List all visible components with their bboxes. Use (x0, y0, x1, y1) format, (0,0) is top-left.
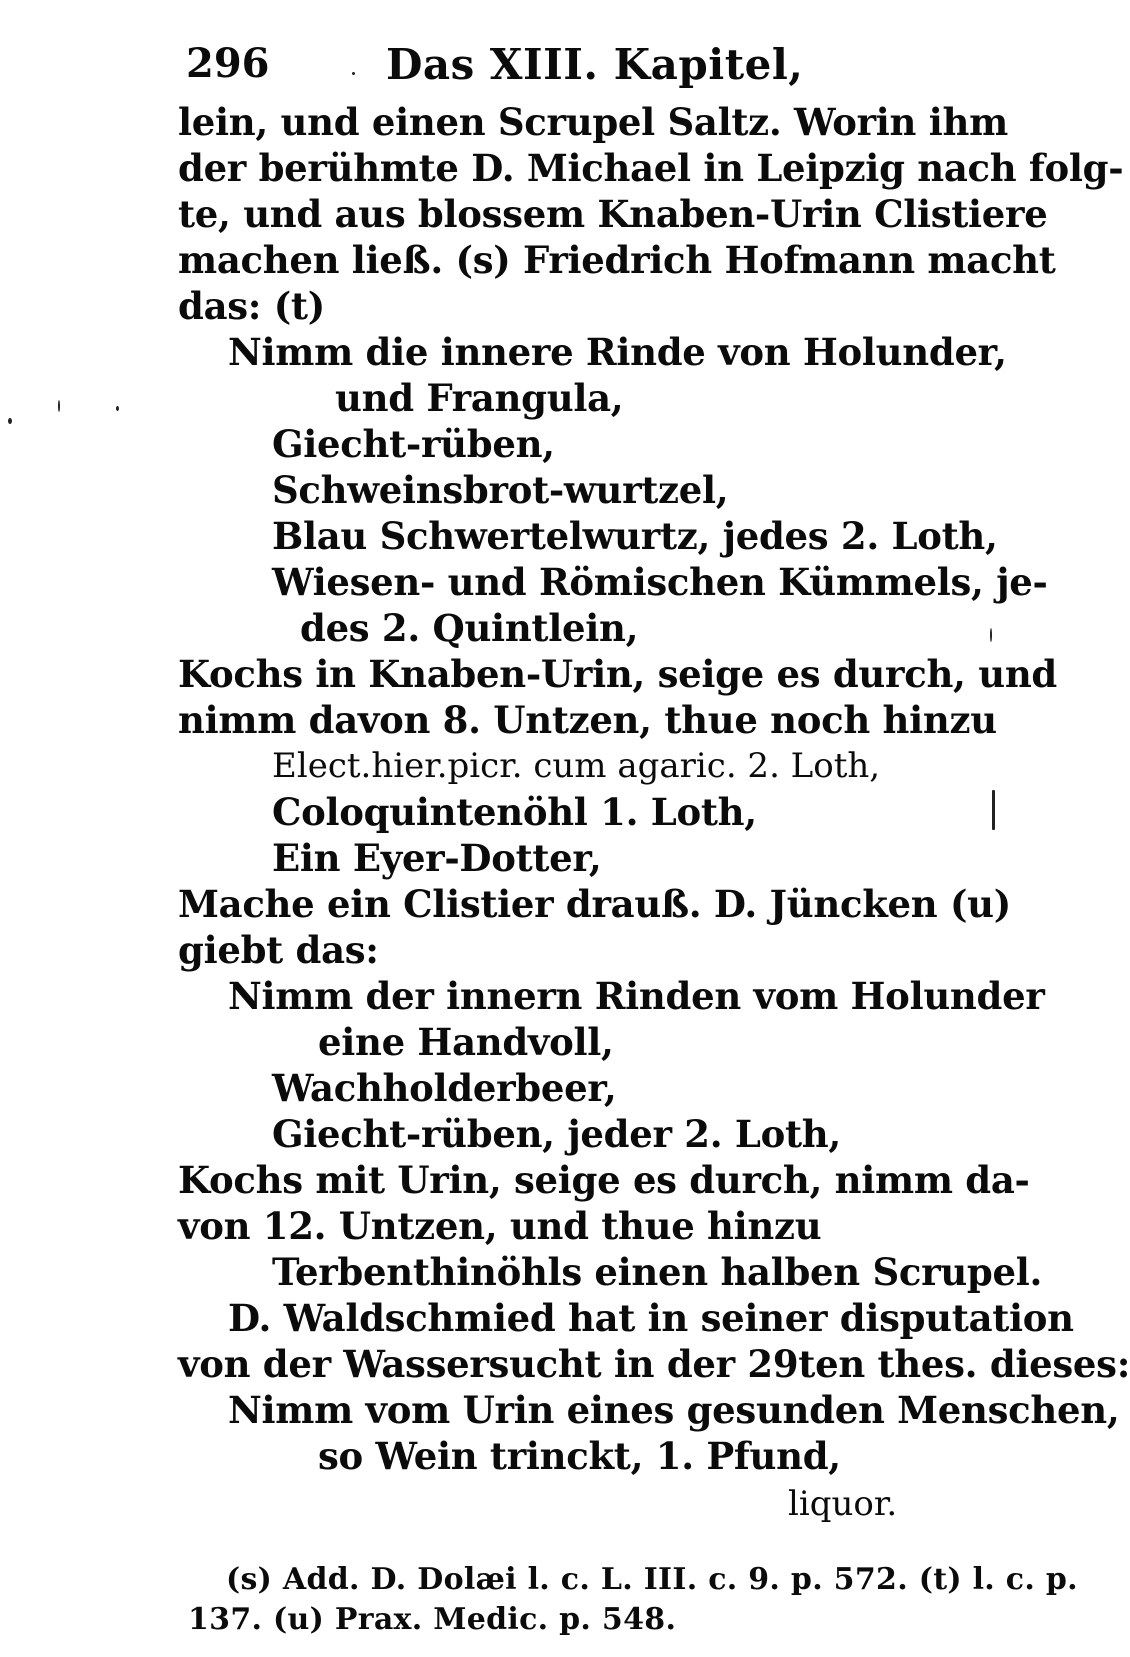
text-line: eine Handvoll, (318, 1020, 614, 1064)
text-line: Kochs mit Urin, seige es durch, nimm da- (178, 1158, 1030, 1202)
text-line: machen ließ. (s) Friedrich Hofmann macht (178, 238, 1056, 282)
text-line: Giecht-rüben, (272, 422, 555, 466)
text-line: nimm davon 8. Untzen, thue noch hinzu (178, 698, 997, 742)
footnote-line: 137. (u) Prax. Medic. p. 548. (188, 1602, 677, 1637)
text-line: so Wein trinckt, 1. Pfund, (318, 1434, 841, 1478)
print-speck (116, 406, 119, 411)
text-line: von der Wassersucht in der 29ten thes. dieses: (178, 1342, 1130, 1386)
text-line: Blau Schwertelwurtz, jedes 2. Loth, (272, 514, 998, 558)
footnote-line: (s) Add. D. Dolæi l. c. L. III. c. 9. p. 572. (t) l. c. p. (226, 1562, 1078, 1597)
print-speck (58, 400, 60, 412)
text-line: Nimm der innern Rinden vom Holunder (228, 974, 1045, 1018)
text-line: des 2. Quintlein, (300, 606, 639, 650)
text-line: Coloquintenöhl 1. Loth, (272, 790, 757, 834)
text-line: Nimm die innere Rinde von Holunder, (228, 330, 1007, 374)
text-line: Elect.hier.picr. cum agaric. 2. Loth, (272, 746, 881, 786)
print-speck (992, 790, 995, 830)
text-line: Terbenthinöhls einen halben Scrupel. (272, 1250, 1043, 1294)
text-line: Mache ein Clistier drauß. D. Jüncken (u) (178, 882, 1011, 926)
text-line: Wachholderbeer, (272, 1066, 617, 1110)
print-speck (352, 72, 355, 75)
text-line: das: (t) (178, 284, 325, 328)
text-line: liquor. (788, 1484, 898, 1524)
text-line: Nimm vom Urin eines gesunden Menschen, (228, 1388, 1120, 1432)
running-title: Das XIII. Kapitel, (386, 40, 804, 89)
text-line: D. Waldschmied hat in seiner disputation (228, 1296, 1074, 1340)
text-line: und Frangula, (335, 376, 624, 420)
text-line: Ein Eyer-Dotter, (272, 836, 602, 880)
text-line: der berühmte D. Michael in Leipzig nach folg- (178, 146, 1124, 190)
text-line: Wiesen- und Römischen Kümmels, je- (272, 560, 1048, 604)
text-line: Giecht-rüben, jeder 2. Loth, (272, 1112, 841, 1156)
print-speck (990, 628, 992, 642)
text-line: lein, und einen Scrupel Saltz. Worin ihm (178, 100, 1008, 144)
page-number: 296 (186, 40, 270, 87)
print-speck (8, 418, 12, 424)
page-header (186, 38, 804, 98)
text-line: te, und aus blossem Knaben-Urin Clistiere (178, 192, 1048, 236)
text-line: Schweinsbrot-wurtzel, (272, 468, 729, 512)
text-line: Kochs in Knaben-Urin, seige es durch, und (178, 652, 1057, 696)
text-line: giebt das: (178, 928, 379, 972)
text-line: von 12. Untzen, und thue hinzu (178, 1204, 822, 1248)
